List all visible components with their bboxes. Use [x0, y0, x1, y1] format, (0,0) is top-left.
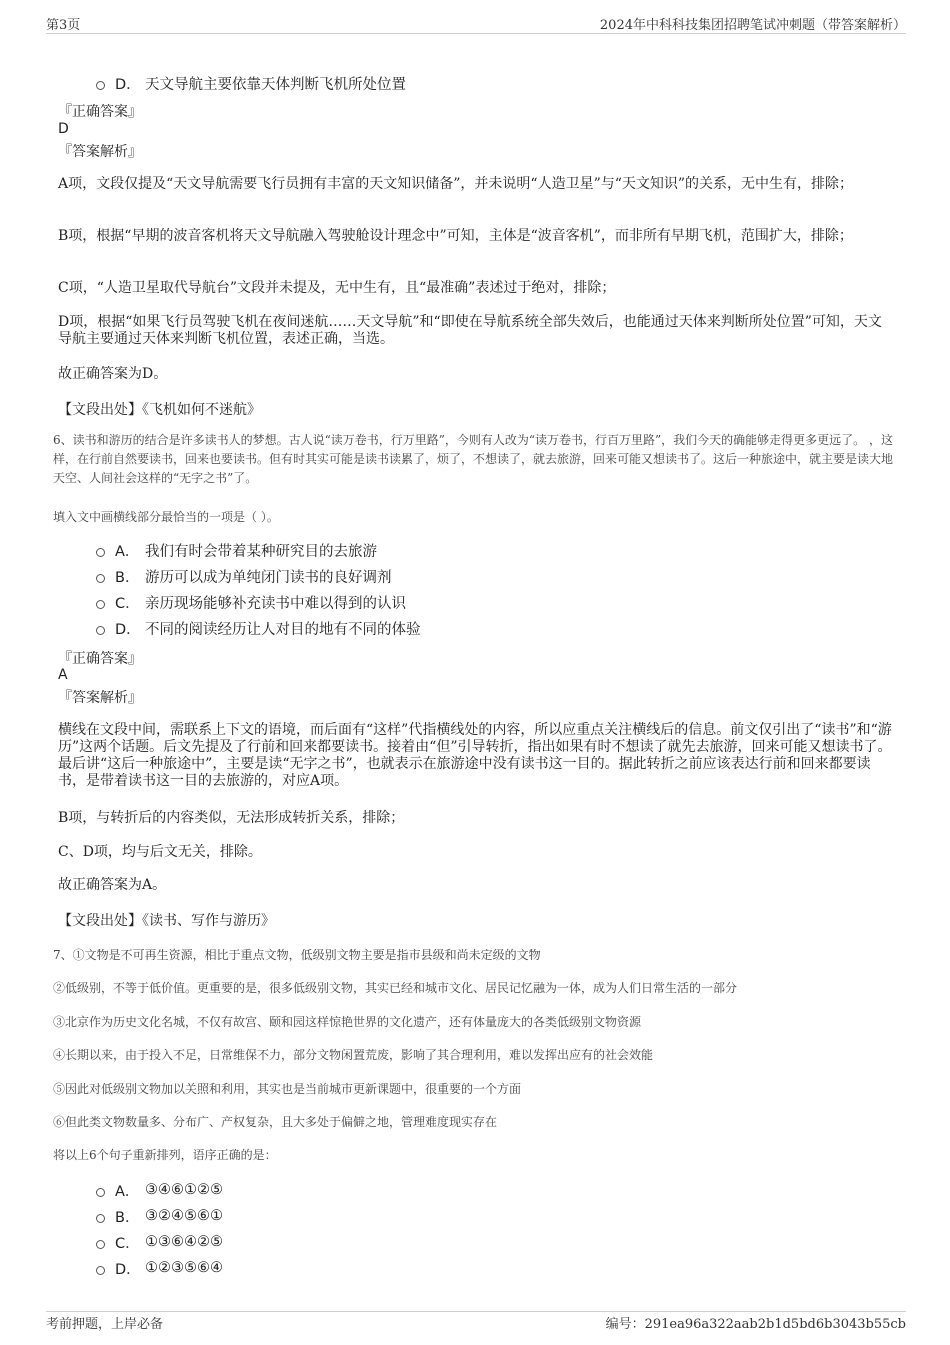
q6-conclusion: 故正确答案为A。: [58, 877, 167, 893]
option-letter: C．: [115, 595, 140, 612]
option-text: 天文导航主要依靠天体判断飞机所处位置: [145, 76, 406, 93]
q6-analysis-b: B项，与转折后的内容类似，无法形成转折关系，排除；: [58, 810, 405, 826]
radio-icon[interactable]: [96, 1266, 105, 1275]
page-number: 第3页: [46, 18, 81, 33]
radio-icon[interactable]: [96, 81, 105, 90]
radio-icon[interactable]: [96, 1188, 105, 1197]
q5-option-d[interactable]: [96, 73, 406, 93]
q5-analysis-b: B项，根据“早期的波音客机将天文导航融入驾驶舱设计理念中”可知，主体是“波音客机”，而非所有早期飞机，范围扩大，排除；: [58, 228, 853, 244]
q6-analysis-main: 横线在文段中间，需联系上下文的语境，而后面有“这样”代指横线处的内容，所以应重点关注横线后的信息。前文仅引出了“读书”和“游历”这两个话题。后文先提及了行前和回来都要读书。接着由“但”引导转折，指出如果有时不想读了就先去旅游，回来可能又想读书了。最后讲“这后一种旅途中”，主要是读“无字之书”，也就表示在旅游途中没有读书这一目的。据此转折之前应该表达行前和回来都要读书，是带着读书这一目的去旅游的，对应A项。: [58, 722, 892, 789]
q7-option-d[interactable]: [96, 1258, 223, 1278]
option-letter: B．: [115, 1209, 140, 1226]
radio-icon[interactable]: [96, 574, 105, 583]
option-text: ③②④⑤⑥①: [145, 1208, 223, 1224]
q5-analysis-a: A项，文段仅提及“天文导航需要飞行员拥有丰富的天文知识储备”，并未说明“人造卫星”与“天文知识”的关系，无中生有，排除；: [58, 176, 854, 192]
q6-analysis-cd: C、D项，均与后文无关，排除。: [58, 844, 262, 860]
q7-sentence-1: 7、①文物是不可再生资源，相比于重点文物，低级别文物主要是指市县级和尚未定级的文物: [53, 948, 541, 962]
q7-sentence-2: ②低级别，不等于低价值。更重要的是，很多低级别文物，其实已经和城市文化、居民记忆融为一体，成为人们日常生活的一部分: [53, 981, 738, 995]
option-letter: D．: [115, 76, 141, 93]
option-text: 不同的阅读经历让人对目的地有不同的体验: [145, 621, 421, 638]
q6-answer: A: [58, 667, 68, 683]
q7-option-b[interactable]: [96, 1206, 223, 1226]
q7-sentence-3: ③北京作为历史文化名城，不仅有故宫、颐和园这样惊艳世界的文化遗产，还有体量庞大的各类低级别文物资源: [53, 1015, 642, 1029]
option-letter: A．: [115, 543, 140, 560]
q6-analysis-label: 『答案解析』: [58, 690, 142, 706]
page-header: [0, 0, 950, 34]
q7-sentence-6: ⑥但此类文物数量多、分布广、产权复杂，且大多处于偏僻之地，管理难度现实存在: [53, 1115, 498, 1129]
q5-analysis-label: 『答案解析』: [58, 144, 142, 160]
footer-code: 编号：291ea96a322aab2b1d5bd6b3043b55cb: [605, 1317, 906, 1332]
radio-icon[interactable]: [96, 1240, 105, 1249]
header-divider: [46, 33, 906, 34]
q7-sentence-4: ④长期以来，由于投入不足，日常维保不力，部分文物闲置荒废，影响了其合理利用，难以发挥出应有的社会效能: [53, 1048, 654, 1062]
option-letter: D．: [115, 621, 141, 638]
option-letter: C．: [115, 1235, 140, 1252]
q6-stem: 6、读书和游历的结合是许多读书人的梦想。古人说“读万卷书，行万里路”，今则有人改为“读万卷书，行百万里路”，我们今天的确能够走得更多更远了。 ，这样，在行前自然要读书，回来也要读书。但有时其实可能是读书读累了，烦了，不想读了，就去旅游，回来可能又想读书了。这后一种旅途中，就主要是读大地天空、人间社会这样的“无字之书”了。: [53, 433, 894, 485]
q5-analysis-d: D项，根据“如果飞行员驾驶飞机在夜间迷航……天文导航”和“即使在导航系统全部失效后，也能通过天体来判断所处位置”可知，天文导航主要通过天体来判断飞机位置，表述正确，当选。: [58, 314, 882, 347]
q5-source: 【文段出处】《飞机如何不迷航》: [58, 402, 261, 418]
q5-analysis-c: C项，“人造卫星取代导航台”文段并未提及，无中生有，且“最准确”表述过于绝对，排除；: [58, 280, 616, 296]
q6-prompt: 填入文中画横线部分最恰当的一项是（ ）。: [53, 510, 279, 524]
q6-option-b[interactable]: [96, 566, 392, 586]
q6-option-a[interactable]: [96, 540, 377, 560]
q6-answer-label: 『正确答案』: [58, 651, 142, 667]
q5-answer-label: 『正确答案』: [58, 104, 142, 120]
option-letter: A．: [115, 1183, 140, 1200]
radio-icon[interactable]: [96, 548, 105, 557]
q5-answer: D: [58, 121, 69, 137]
q6-option-c[interactable]: [96, 592, 406, 612]
option-text: 亲历现场能够补充读书中难以得到的认识: [145, 595, 406, 612]
q7-prompt: 将以上6个句子重新排列，语序正确的是：: [53, 1148, 277, 1162]
q5-conclusion: 故正确答案为D。: [58, 366, 168, 382]
radio-icon[interactable]: [96, 1214, 105, 1223]
footer-divider: [46, 1311, 906, 1312]
option-letter: B．: [115, 569, 140, 586]
footer-slogan: 考前押题，上岸必备: [46, 1317, 164, 1332]
document-title: 2024年中科科技集团招聘笔试冲刺题（带答案解析）: [599, 18, 906, 33]
q6-option-d[interactable]: [96, 618, 421, 638]
radio-icon[interactable]: [96, 626, 105, 635]
q6-source: 【文段出处】《读书、写作与游历》: [58, 913, 275, 929]
radio-icon[interactable]: [96, 600, 105, 609]
option-letter: D．: [115, 1261, 141, 1278]
option-text: 我们有时会带着某种研究目的去旅游: [145, 543, 377, 560]
q7-sentence-5: ⑤因此对低级别文物加以关照和利用，其实也是当前城市更新课题中，很重要的一个方面: [53, 1082, 522, 1096]
option-text: ①②③⑤⑥④: [145, 1260, 223, 1276]
q7-option-c[interactable]: [96, 1232, 223, 1252]
q7-option-a[interactable]: [96, 1180, 223, 1200]
option-text: ①③⑥④②⑤: [145, 1234, 223, 1250]
option-text: 游历可以成为单纯闭门读书的良好调剂: [145, 569, 392, 586]
option-text: ③④⑥①②⑤: [145, 1182, 223, 1198]
